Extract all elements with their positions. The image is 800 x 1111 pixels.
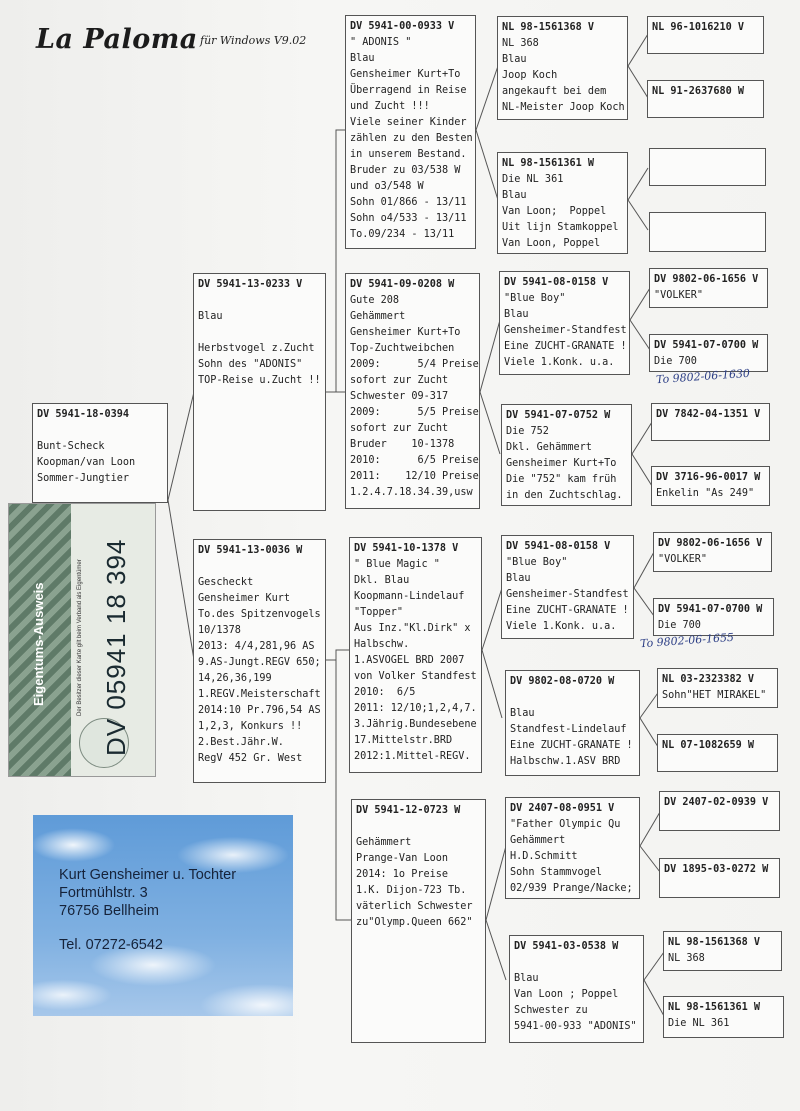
father-box[interactable] [193, 273, 326, 511]
pedigree-line: väterlich Schwester [356, 901, 473, 912]
ownership-card [8, 503, 156, 777]
address-city: 76756 Bellheim [59, 903, 159, 919]
pedigree-line: sofort zur Zucht [350, 375, 449, 386]
card-title: Eigentums-Ausweis [31, 582, 46, 706]
ring-number [654, 216, 761, 232]
pedigree-line: 02/939 Prange/Nacke; [510, 883, 633, 894]
pedigree-line: "Blue Boy" [504, 293, 566, 304]
pedigree-line [198, 325, 321, 341]
ancestor-box-mmmm[interactable] [663, 996, 784, 1038]
pedigree-line: Die NL 361 [668, 1018, 730, 1029]
pedigree-line: Bruder zu 03/538 W [350, 165, 461, 176]
pedigree-line: Schwester 09-317 [350, 391, 449, 402]
pedigree-line: 2014:10 Pr.796,54 AS [198, 705, 321, 716]
ancestor-box-mff[interactable] [501, 535, 634, 639]
pedigree-line: 2009: 5/4 Preise [350, 359, 479, 370]
pedigree-line: Aus Inz."Kl.Dirk" x [354, 623, 471, 634]
pedigree-line: 9.AS-Jungt.REGV 650; [198, 657, 321, 668]
ring-number: DV 2407-02-0939 V [664, 797, 769, 808]
pedigree-line: Dkl. Gehämmert [506, 442, 592, 453]
pedigree-line: "Blue Boy" [506, 557, 568, 568]
card-small-text: Der Besitzer dieser Karte gilt beim Verband als Eigentümer [77, 559, 83, 716]
pedigree-line: und o3/548 W [350, 181, 424, 192]
maternal-grandmother-box[interactable] [351, 799, 486, 1043]
pedigree-line: NL 368 [502, 38, 539, 49]
pedigree-line: zu"Olymp.Queen 662" [356, 917, 473, 928]
pedigree-line: Bunt-Scheck [37, 441, 105, 452]
pedigree-line: To.des Spitzenvogels [198, 609, 321, 620]
pedigree-line: " Blue Magic " [354, 559, 440, 570]
pedigree-line: Gensheimer Kurt+To [350, 327, 461, 338]
pedigree-line: H.D.Schmitt [510, 851, 578, 862]
maternal-grandfather-box[interactable] [349, 537, 482, 773]
pedigree-line: Viele seiner Kinder [350, 117, 467, 128]
pedigree-line: 1,2,3, Konkurs !! [198, 721, 303, 732]
pedigree-line: Halbschw.1.ASV BRD [510, 756, 621, 767]
pedigree-line: 2014: 1o Preise [356, 869, 449, 880]
pedigree-line: Koopman/van Loon [37, 457, 136, 468]
ring-number: DV 9802-06-1656 V [658, 538, 763, 549]
pedigree-line: 3.Jährig.Bundesebene [354, 719, 477, 730]
ancestor-box-fff[interactable] [497, 16, 628, 120]
ancestor-box-mffm[interactable] [653, 598, 774, 636]
pedigree-line: Herbstvogel z.Zucht [198, 343, 315, 354]
pedigree-line: Eine ZUCHT-GRANATE ! [504, 341, 627, 352]
ring-number: DV 5941-07-0700 W [658, 604, 763, 615]
pedigree-line: Van Loon ; Poppel [514, 989, 619, 1000]
ring-number: DV 3716-96-0017 W [656, 472, 761, 483]
pedigree-line: 10/1378 [198, 625, 241, 636]
pedigree-line: Gensheimer-Standfest [506, 589, 629, 600]
ring-number: DV 5941-13-0233 V [198, 279, 303, 290]
pedigree-line: Enkelin "As 249" [656, 488, 755, 499]
ring-number: DV 5941-12-0723 W [356, 805, 461, 816]
address-name: Kurt Gensheimer u. Tochter [59, 867, 237, 883]
ring-number: DV 5941-10-1378 V [354, 543, 459, 554]
ring-number: DV 5941-08-0158 V [506, 541, 611, 552]
pedigree-line: zählen zu den Besten [350, 133, 473, 144]
ring-number: DV 5941-13-0036 W [198, 545, 303, 556]
ring-number: DV 9802-06-1656 V [654, 274, 759, 285]
ring-number: DV 9802-08-0720 W [510, 676, 615, 687]
ring-number: DV 5941-03-0538 W [514, 941, 619, 952]
pedigree-line: "VOLKER" [654, 290, 704, 301]
pedigree-line: Gensheimer Kurt+To [350, 69, 461, 80]
ring-number: NL 96-1016210 V [652, 22, 745, 33]
paternal-grandmother-box[interactable] [345, 273, 480, 509]
ancestor-box-ffm[interactable] [497, 152, 628, 254]
ancestor-box-mmf[interactable] [505, 797, 640, 899]
pedigree-line: Die NL 361 [502, 174, 564, 185]
pedigree-line: Blau [514, 973, 539, 984]
pedigree-line [356, 819, 481, 835]
ancestor-box-mmff[interactable] [659, 791, 780, 831]
pedigree-line: Halbschw. [354, 639, 410, 650]
ancestor-box-ffff[interactable] [647, 16, 764, 54]
pedigree-line: 2011: 12/10;1,2,4,7. [354, 703, 477, 714]
ring-number: DV 5941-07-0700 W [654, 340, 759, 351]
pedigree-line: Sohn Stammvogel [510, 867, 603, 878]
pedigree-line: 2.Best.Jähr.W. [198, 737, 284, 748]
ancestor-box-fmmf[interactable] [651, 403, 770, 441]
ring-number: DV 7842-04-1351 V [656, 409, 761, 420]
pedigree-line: NL-Meister Joop Koch [502, 102, 625, 113]
paternal-grandfather-box[interactable] [345, 15, 476, 249]
pedigree-line: Gensheimer Kurt [198, 593, 291, 604]
pedigree-line: Gehämmert [356, 837, 412, 848]
ancestor-box-mfm[interactable] [505, 670, 640, 776]
pedigree-line: Die 752 [506, 426, 549, 437]
ancestor-box-mfmm[interactable] [657, 734, 778, 772]
pedigree-line: Dkl. Blau [354, 575, 410, 586]
pedigree-line: Überragend in Reise [350, 85, 467, 96]
ancestor-box-mfmf[interactable] [657, 668, 778, 708]
pedigree-line: Eine ZUCHT-GRANATE ! [506, 605, 629, 616]
pedigree-line: Blau [502, 54, 527, 65]
pedigree-line [37, 423, 163, 439]
pedigree-line: Blau [504, 309, 529, 320]
pedigree-line: Sohn o4/533 - 13/11 [350, 213, 467, 224]
pedigree-line: Standfest-Lindelauf [510, 724, 627, 735]
pedigree-line: Sommer-Jungtier [37, 473, 130, 484]
handwritten-note-1: To 9802-06-1630 [655, 366, 751, 387]
subject-bird-box[interactable] [32, 403, 168, 503]
pedigree-line: 2010: 6/5 [354, 687, 416, 698]
ring-number: NL 91-2637680 W [652, 86, 745, 97]
pedigree-line: 2013: 4/4,281,96 AS [198, 641, 315, 652]
pedigree-line: NL 368 [668, 953, 705, 964]
pedigree-line: Gehämmert [510, 835, 566, 846]
handwritten-note-2: To 9802-06-1655 [639, 630, 735, 651]
ring-number [654, 152, 761, 168]
pedigree-line: Joop Koch [502, 70, 558, 81]
ring-number: DV 5941-18-0394 [37, 409, 130, 420]
pedigree-line: in unserem Bestand. [350, 149, 467, 160]
ring-number: NL 98-1561368 V [502, 22, 595, 33]
pedigree-line: "VOLKER" [658, 554, 708, 565]
pedigree-line: 1.2.4.7.18.34.39,usw [350, 487, 473, 498]
address-street: Fortmühlstr. 3 [59, 885, 148, 901]
pedigree-line: "Father Olympic Qu [510, 819, 621, 830]
ancestor-box-mmmf[interactable] [663, 931, 782, 971]
pedigree-line: Sohn des "ADONIS" [198, 359, 303, 370]
ring-number: DV 5941-07-0752 W [506, 410, 611, 421]
pedigree-line: Eine ZUCHT-GRANATE ! [510, 740, 633, 751]
pedigree-line: Van Loon, Poppel [502, 238, 601, 249]
card-ring-number: DV 05941 18 394 [101, 538, 131, 756]
pedigree-line [510, 690, 635, 706]
app-logo: La Paloma [36, 24, 198, 55]
pedigree-line: 17.Mittelstr.BRD [354, 735, 453, 746]
pedigree-line: Top-Zuchtweibchen [350, 343, 455, 354]
pedigree-line: 1.K. Dijon-723 Tb. [356, 885, 467, 896]
ring-number: DV 2407-08-0951 V [510, 803, 615, 814]
pedigree-line: 1.ASVOGEL BRD 2007 [354, 655, 465, 666]
pedigree-line: 5941-00-933 "ADONIS" [514, 1021, 637, 1032]
pedigree-line: Viele 1.Konk. u.a. [506, 621, 617, 632]
pedigree-line: Koopmann-Lindelauf [354, 591, 465, 602]
ancestor-box-fmfm[interactable] [649, 334, 768, 372]
pedigree-line: Blau [510, 708, 535, 719]
pedigree-line: Schwester zu [514, 1005, 588, 1016]
ancestor-box-mfff[interactable] [653, 532, 772, 572]
pedigree-line: Blau [506, 573, 531, 584]
pedigree-line: RegV 452 Gr. West [198, 753, 303, 764]
pedigree-line: TOP-Reise u.Zucht !! [198, 375, 321, 386]
pedigree-line: Uit lijn Stamkoppel [502, 222, 619, 233]
ring-number: NL 98-1561368 V [668, 937, 761, 948]
pedigree-line: und Zucht !!! [350, 101, 430, 112]
pedigree-line: 2011: 12/10 Preise [350, 471, 479, 482]
pedigree-line: 14,26,36,199 [198, 673, 272, 684]
pedigree-line: Die 700 [654, 356, 697, 367]
ring-number: DV 1895-03-0272 W [664, 864, 769, 875]
pedigree-line: Viele 1.Konk. u.a. [504, 357, 615, 368]
pedigree-line [514, 955, 639, 971]
pedigree-line: Van Loon; Poppel [502, 206, 607, 217]
pedigree-line: von Volker Standfest [354, 671, 477, 682]
ring-number: DV 5941-08-0158 V [504, 277, 609, 288]
pedigree-line: Die 700 [658, 620, 701, 631]
pedigree-line: 2009: 5/5 Preise [350, 407, 479, 418]
ring-number: NL 98-1561361 W [668, 1002, 761, 1013]
ancestor-box-fmm[interactable] [501, 404, 632, 506]
pedigree-line: Gute 208 [350, 295, 400, 306]
pedigree-line: Gensheimer-Standfest [504, 325, 627, 336]
pedigree-line: Bruder 10-1378 [350, 439, 455, 450]
app-subtitle: für Windows V9.02 [200, 34, 307, 47]
ancestor-box-mmm[interactable] [509, 935, 644, 1043]
pedigree-line: "Topper" [354, 607, 404, 618]
pedigree-line: 2012:1.Mittel-REGV. [354, 751, 471, 762]
ancestor-box-fmmm[interactable] [651, 466, 770, 506]
ring-number: NL 03-2323382 V [662, 674, 755, 685]
pedigree-line: Blau [350, 53, 375, 64]
pedigree-line: To.09/234 - 13/11 [350, 229, 455, 240]
ring-number: DV 5941-00-0933 V [350, 21, 455, 32]
pedigree-line: Gehämmert [350, 311, 406, 322]
ancestor-box-fffm[interactable] [647, 80, 764, 118]
pedigree-line: Gescheckt [198, 577, 254, 588]
pedigree-line [198, 293, 321, 309]
pedigree-line: Gensheimer Kurt+To [506, 458, 617, 469]
pedigree-line: sofort zur Zucht [350, 423, 449, 434]
pedigree-line: " ADONIS " [350, 37, 412, 48]
pedigree-line: 1.REGV.Meisterschaft [198, 689, 321, 700]
pedigree-line: Blau [198, 311, 223, 322]
ring-number: NL 98-1561361 W [502, 158, 595, 169]
mother-box[interactable] [193, 539, 326, 783]
ancestor-box-ffmf[interactable] [649, 148, 766, 186]
ancestor-box-mmfm[interactable] [659, 858, 780, 898]
pedigree-line: in den Zuchtschlag. [506, 490, 623, 501]
pedigree-line: Blau [502, 190, 527, 201]
pedigree-line: Sohn"HET MIRAKEL" [662, 690, 767, 701]
ancestor-box-fmff[interactable] [649, 268, 768, 308]
address-phone: Tel. 07272-6542 [59, 937, 163, 953]
pedigree-line: Prange-Van Loon [356, 853, 449, 864]
ring-number: DV 5941-09-0208 W [350, 279, 455, 290]
pedigree-line: angekauft bei dem [502, 86, 607, 97]
pedigree-line: Die "752" kam früh [506, 474, 617, 485]
ancestor-box-ffmm[interactable] [649, 212, 766, 252]
ancestor-box-fmf[interactable] [499, 271, 630, 375]
pedigree-line: 2010: 6/5 Preise [350, 455, 479, 466]
ring-number: NL 07-1082659 W [662, 740, 755, 751]
pedigree-line: Sohn 01/866 - 13/11 [350, 197, 467, 208]
pedigree-line [198, 559, 321, 575]
address-card [33, 815, 293, 1016]
